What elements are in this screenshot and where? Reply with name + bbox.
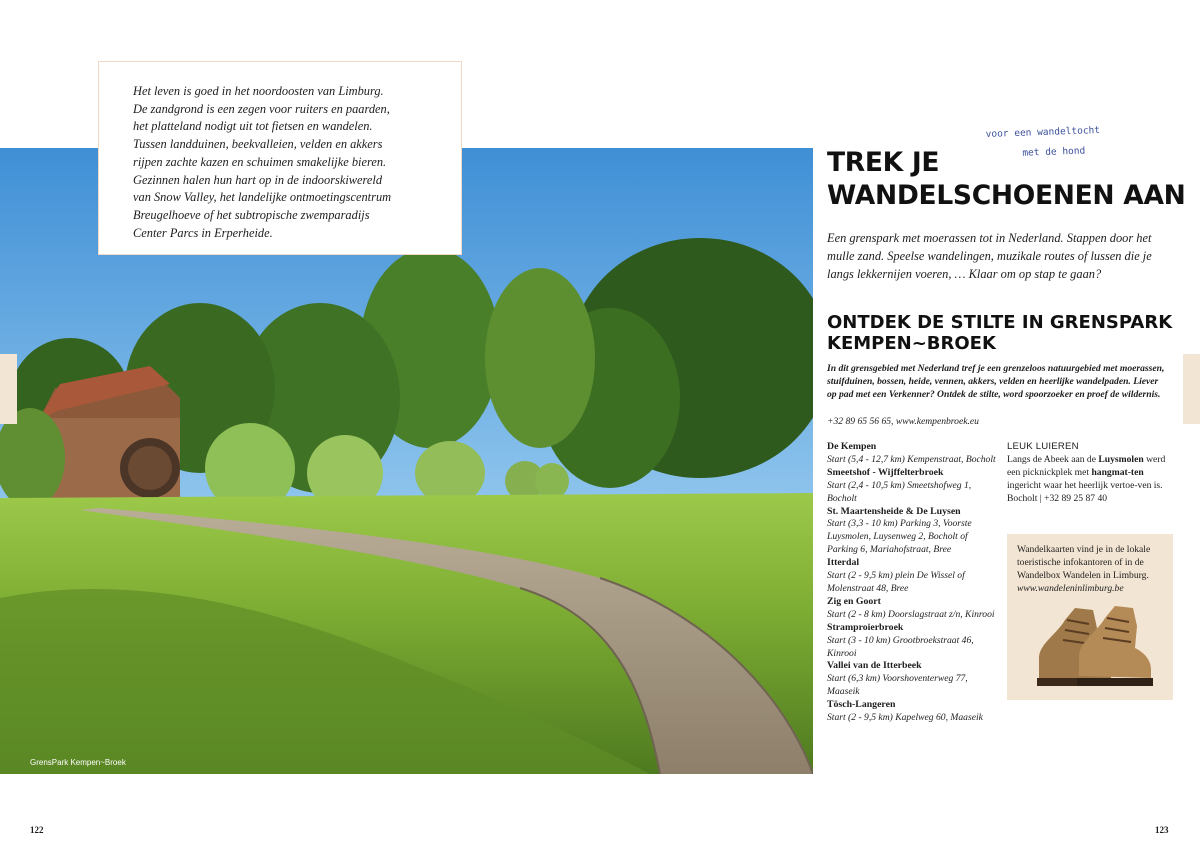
route-name: Stramproierbroek	[827, 621, 904, 633]
right-edge-tab	[1183, 354, 1200, 424]
route-list	[827, 441, 997, 725]
handwritten-note-line1: voor een wandeltocht	[985, 124, 1101, 140]
route-name: Itterdal	[827, 557, 860, 569]
left-edge-tab	[0, 354, 17, 424]
route-item	[827, 660, 997, 699]
section-title: ONTDEK DE STILTE IN GRENSPARK KEMPEN~BROEK	[827, 312, 1173, 354]
leuk-luieren-block	[1007, 441, 1177, 506]
route-name: St. Maartensheide & De Luysen	[827, 505, 961, 517]
route-item	[827, 596, 997, 622]
infobox-text: Wandelkaarten vind je in de lokale toeristische infokantoren of in de Wandelbox Wandelen in Limburg.	[1017, 544, 1151, 581]
route-item	[827, 467, 997, 506]
section-contact: +32 89 65 56 65, www.kempenbroek.eu	[827, 416, 979, 427]
route-name: De Kempen	[827, 441, 877, 452]
lead-paragraph: Een grenspark met moerassen tot in Nederland. Stappen door het mulle zand. Speelse wandelingen, muzikale routes of lussen die je langs lekkernijen voeren, … Klaar om op stap te gaan?	[827, 231, 1152, 281]
route-item	[827, 699, 997, 725]
page-number-left: 122	[30, 825, 44, 835]
section-intro: In dit grensgebied met Nederland tref je een grenzeloos natuurgebied met moerassen, stuifduinen, bossen, heide, vennen, akkers, velden en heerlijke wandelpaden. Liever op pad met een Verkenner? Ontdek de stilte, word spoorzoeker en proef de wildernis.	[827, 363, 1165, 400]
intro-box	[98, 61, 462, 255]
route-start: Start (3 - 10 km) Grootbroekstraat 46, Kinrooi	[827, 634, 974, 659]
route-name: Tösch-Langeren	[827, 699, 896, 711]
infobox-url[interactable]: www.wandeleninlimburg.be	[1017, 582, 1124, 594]
route-item	[827, 506, 997, 558]
hiking-boots-icon	[1027, 598, 1157, 690]
intro-text: Het leven is goed in het noordoosten van Limburg. De zandgrond is een zegen voor ruiters en paarden, het platteland nodigt uit tot fietsen en wandelen. Tussen landduinen, beekvalleien, velden en akkers rijpen zachte kazen en schuimen smakelijke bieren. Gezinnen halen hun hart op in de indoorskiwereld van Snow Valley, het landelijke ontmoetingscentrum Breugelhoeve of het subtropische zwemparadijs Center Parcs in Erperheide.	[133, 84, 392, 240]
route-item	[827, 557, 997, 596]
route-start: Start (2,4 - 10,5 km) Smeetshofweg 1, Bocholt	[827, 479, 972, 504]
route-start: Start (3,3 - 10 km) Parking 3, Voorste Luysmolen, Luysenweg 2, Bocholt of Parking 6, Mariahofstraat, Bree	[827, 518, 972, 556]
route-start: Start (2 - 9,5 km) plein De Wissel of Molenstraat 48, Bree	[827, 570, 965, 594]
photo-caption: GrensPark Kempen~Broek	[30, 758, 126, 767]
route-start: Start (5,4 - 12,7 km) Kempenstraat, Bocholt	[827, 453, 996, 465]
route-name: Vallei van de Itterbeek	[827, 660, 922, 672]
walking-map-infobox	[1007, 534, 1173, 700]
leuk-title: LEUK LUIEREN	[1007, 441, 1079, 452]
page-title: TREK JE WANDELSCHOENEN AAN	[827, 147, 1186, 211]
page-number-right: 123	[1155, 825, 1169, 835]
handwritten-note-line2: met de hond	[1022, 145, 1086, 159]
route-start: Start (2 - 9,5 km) Kapelweg 60, Maaseik	[827, 712, 983, 724]
route-start: Start (6,3 km) Voorshoventerweg 77, Maaseik	[827, 673, 968, 698]
route-start: Start (2 - 8 km) Doorslagstraat z/n, Kinrooi	[827, 608, 995, 620]
leuk-text: Langs de Abeek aan de Luysmolen werd een picknickplek met hangmat-ten ingericht waar het heerlijk vertoe-ven is.	[1007, 453, 1166, 491]
route-item	[827, 622, 997, 661]
leuk-contact: Bocholt | +32 89 25 87 40	[1007, 492, 1108, 504]
route-item	[827, 441, 997, 467]
route-name: Zig en Goort	[827, 595, 881, 607]
route-name: Smeetshof - Wijffelterbroek	[827, 466, 944, 478]
